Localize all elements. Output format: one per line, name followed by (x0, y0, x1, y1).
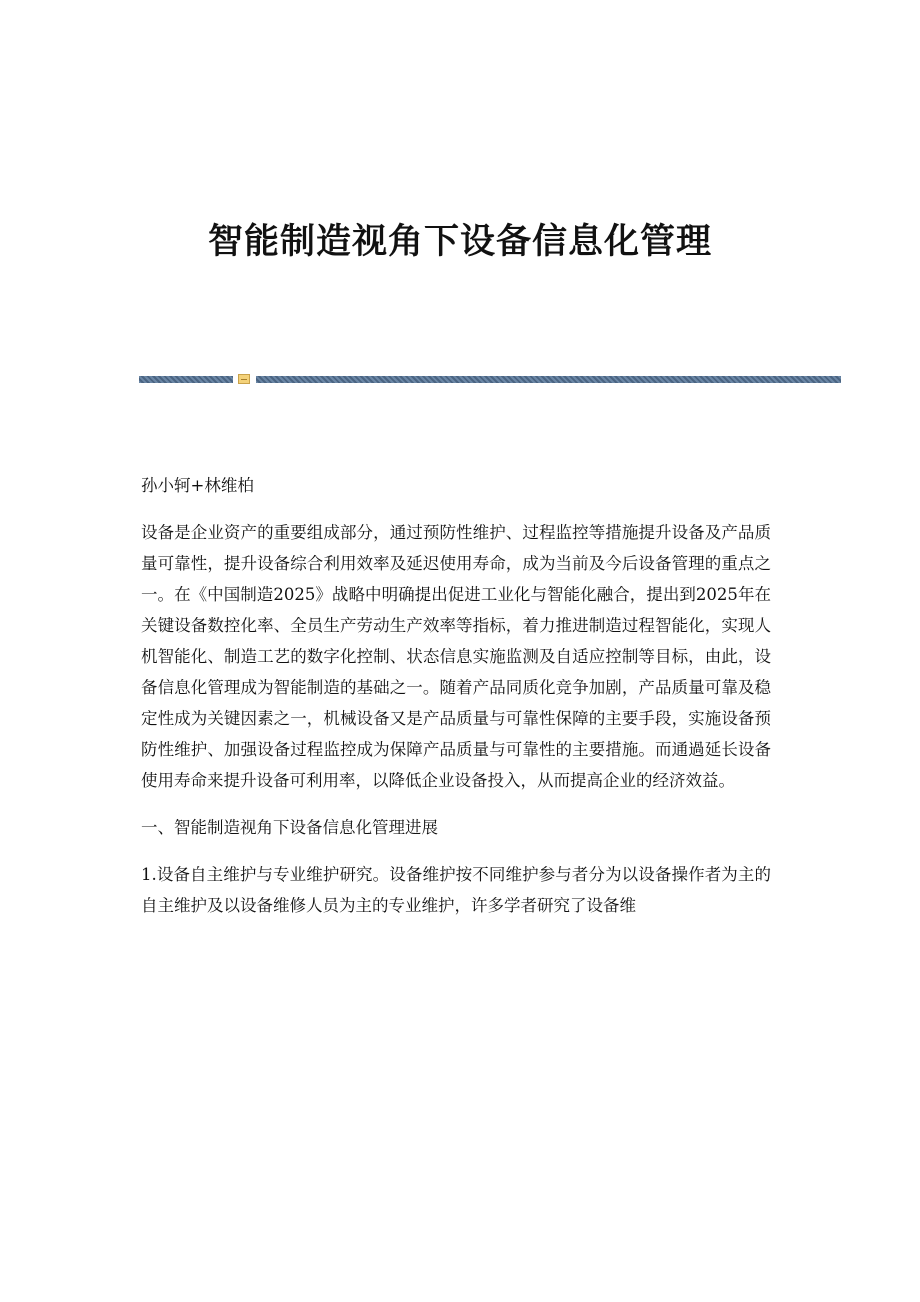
subsection-paragraph: 1.设备自主维护与专业维护研究。设备维护按不同维护参与者分为以设备操作者为主的自主维护及以设备维修人员为主的专业维护，许多学者研究了设备维 (141, 865, 771, 915)
document-title: 智能制造视角下设备信息化管理 (207, 222, 712, 262)
section-heading: 一、智能制造视角下设备信息化管理进展 (141, 818, 438, 837)
divider-left-segment (139, 376, 233, 383)
author-line: 孙小轲+林维柏 (141, 476, 254, 495)
divider-right-segment (256, 376, 841, 383)
document-body (141, 470, 771, 921)
intro-paragraph: 设备是企业资产的重要组成部分，通过预防性维护、过程监控等措施提升设备及产品质量可靠性，提升设备综合利用效率及延迟使用寿命，成为当前及今后设备管理的重点之一。在《中国制造2025》战略中明确提出促进工业化与智能化融合，提出到2025年在关键设备数控化率、全员生产劳动生产效率等指标，着力推进制造过程智能化，实现人机智能化、制造工艺的数字化控制、状态信息实施监测及自适应控制等目标，由此，设备信息化管理成为智能制造的基础之一。随着产品同质化竞争加剧，产品质量可靠及稳定性成为关键因素之一，机械设备又是产品质量与可靠性保障的主要手段，实施设备预防性维护、加强设备过程监控成为保障产品质量与可靠性的主要措施。而通過延长设备使用寿命来提升设备可利用率，以降低企业设备投入，从而提高企业的经济效益。 (141, 523, 771, 790)
title-divider (139, 374, 841, 384)
divider-ornament-icon (238, 374, 250, 384)
